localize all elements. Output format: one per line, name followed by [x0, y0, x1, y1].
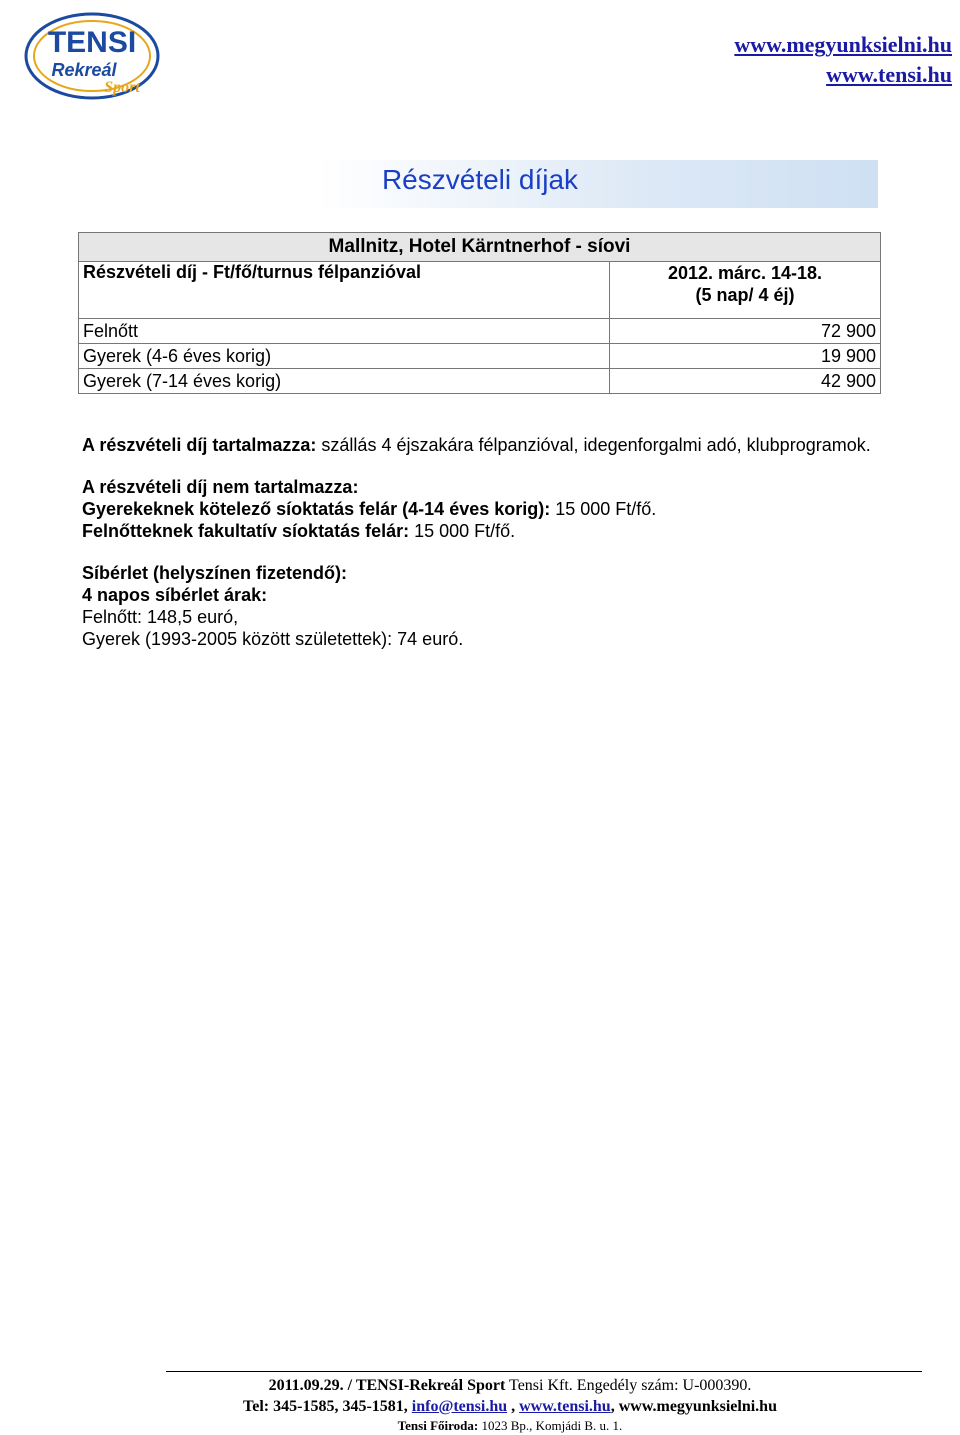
- footer-line-1: [100, 1377, 920, 1395]
- footer-email-link[interactable]: info@tensi.hu: [411, 1398, 508, 1415]
- row-label: Felnőtt: [79, 319, 610, 344]
- footer-office-label: Tensi Főiroda:: [397, 1418, 479, 1433]
- pass-sub: 4 napos síbérlet árak:: [82, 585, 268, 605]
- tensi-logo: [22, 10, 162, 102]
- footer-date-company: 2011.09.29. / TENSI-Rekreál Sport: [268, 1377, 506, 1394]
- footer-sep1: ,: [507, 1398, 520, 1415]
- footer-license: Tensi Kft. Engedély szám: U-000390.: [505, 1377, 752, 1394]
- table-row: [79, 319, 881, 344]
- pass-child: Gyerek (1993-2005 között születettek): 74 euró.: [82, 629, 464, 649]
- period-cell: [610, 262, 881, 319]
- kids-label: Gyerekeknek kötelező síoktatás felár (4-14 éves korig):: [82, 499, 551, 519]
- fee-table: [78, 232, 881, 394]
- footer-sep2: , www.megyunksielni.hu: [610, 1398, 777, 1415]
- includes-text: szállás 4 éjszakára félpanzióval, idegenforgalmi adó, klubprogramok.: [316, 435, 871, 455]
- table-row: [79, 369, 881, 394]
- svg-text:Rekreál: Rekreál: [51, 60, 117, 80]
- tensi-link[interactable]: www.tensi.hu: [826, 62, 952, 87]
- includes-label: A részvételi díj tartalmazza:: [82, 435, 317, 455]
- location-header: Mallnitz, Hotel Kärntnerhof - síovi: [79, 233, 881, 262]
- period-nights: (5 nap/ 4 éj): [695, 285, 795, 305]
- period-dates: 2012. márc. 14-18.: [667, 263, 823, 283]
- pass-adult: Felnőtt: 148,5 euró,: [82, 607, 239, 627]
- adults-value: 15 000 Ft/fő.: [409, 521, 516, 541]
- fee-label: Részvételi díj - Ft/fő/turnus félpanzióval: [79, 262, 610, 319]
- row-label: Gyerek (7-14 éves korig): [79, 369, 610, 394]
- adults-label: Felnőtteknek fakultatív síoktatás felár:: [82, 521, 410, 541]
- row-value: 19 900: [610, 344, 881, 369]
- footer-web-link[interactable]: www.tensi.hu: [519, 1398, 611, 1415]
- row-value: 42 900: [610, 369, 881, 394]
- page-title: Részvételi díjak: [381, 164, 579, 195]
- includes-paragraph: [82, 434, 902, 456]
- row-value: 72 900: [610, 319, 881, 344]
- footer-office-addr: 1023 Bp., Komjádi B. u. 1.: [478, 1418, 623, 1433]
- info-section: [82, 434, 902, 670]
- megyunksielni-link[interactable]: www.megyunksielni.hu: [734, 32, 952, 57]
- footer-tel: Tel: 345-1585, 345-1581,: [243, 1398, 412, 1415]
- excludes-paragraph: [82, 476, 902, 542]
- row-label: Gyerek (4-6 éves korig): [79, 344, 610, 369]
- period-row: [79, 262, 881, 319]
- kids-value: 15 000 Ft/fő.: [550, 499, 657, 519]
- svg-text:TENSI: TENSI: [47, 26, 137, 59]
- footer-line-3: [100, 1418, 920, 1434]
- pass-label: Síbérlet (helyszínen fizetendő):: [82, 563, 348, 583]
- svg-text:Sport: Sport: [104, 79, 140, 96]
- footer-line-2: [100, 1398, 920, 1416]
- header-links: [734, 30, 952, 90]
- skipass-paragraph: [82, 562, 902, 650]
- table-row: [79, 344, 881, 369]
- excludes-label: A részvételi díj nem tartalmazza:: [82, 477, 359, 497]
- footer-divider: [166, 1371, 922, 1372]
